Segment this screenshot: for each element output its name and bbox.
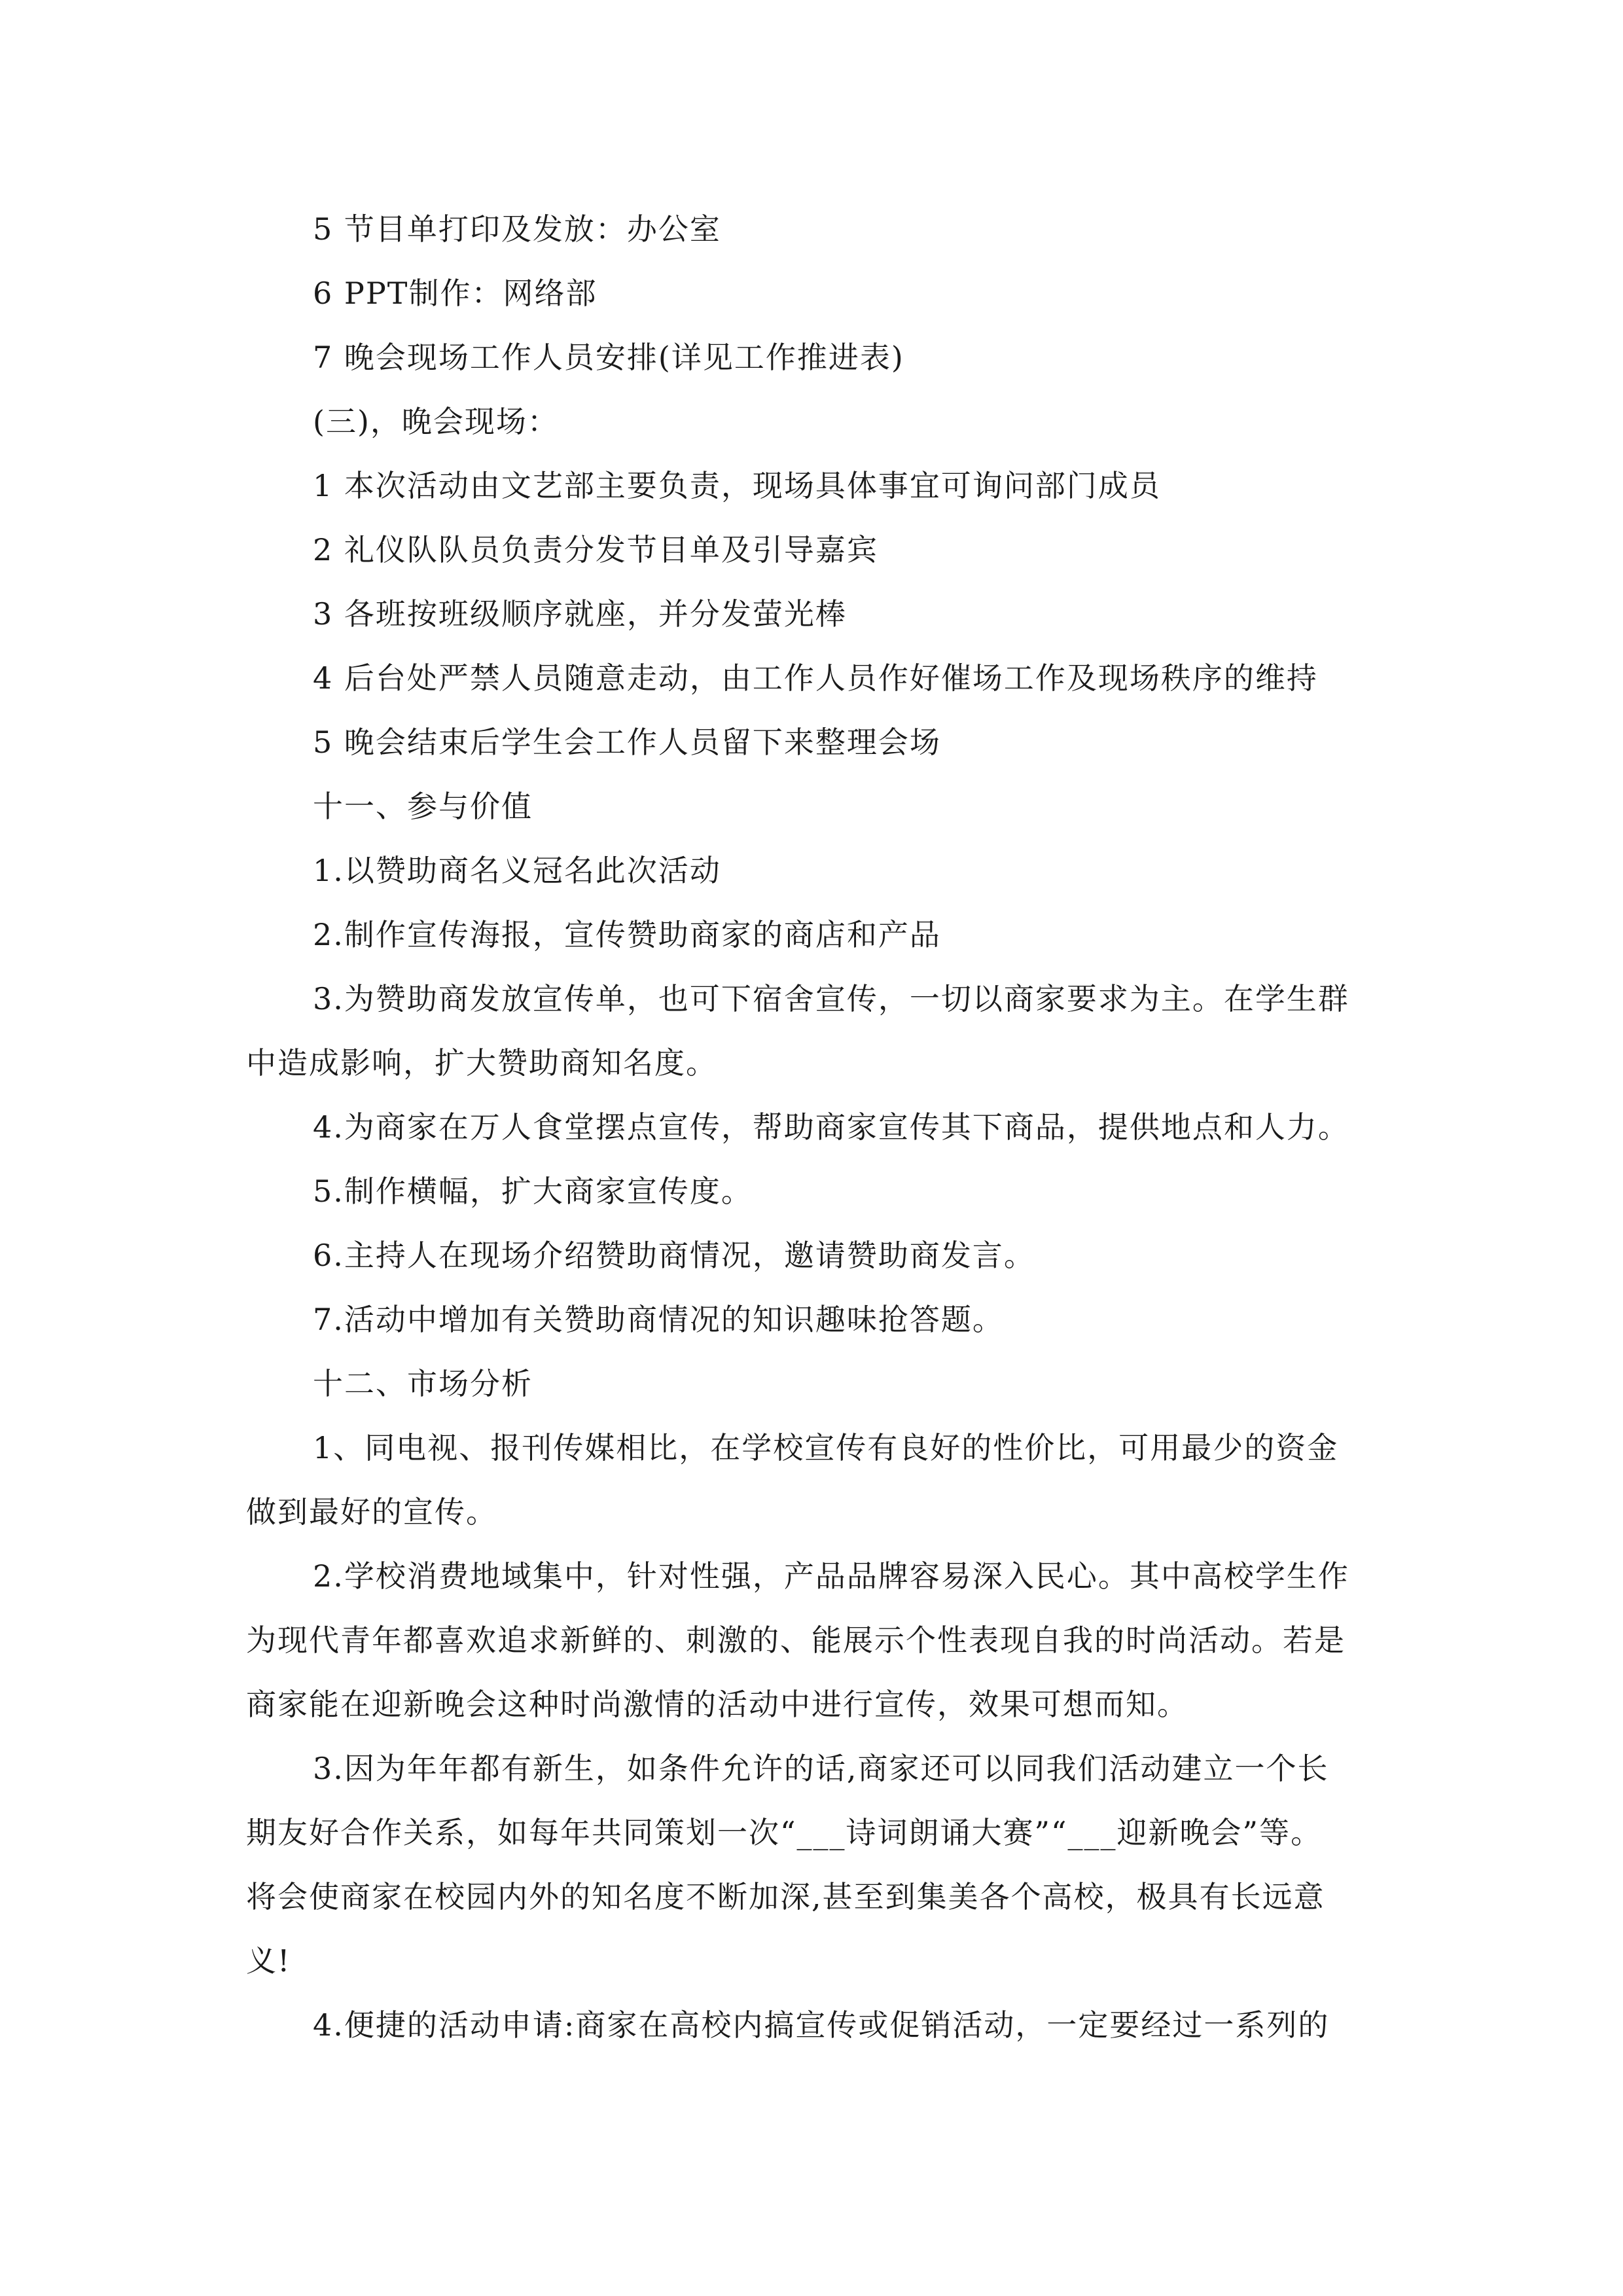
text-line: 5 节目单打印及发放：办公室	[313, 211, 721, 247]
text-line: 期友好合作关系，如每年共同策划一次“___诗词朗诵大赛”“___迎新晚会”等。	[246, 1815, 1323, 1850]
text-line: 6 PPT制作：网络部	[313, 276, 597, 311]
text-line: 3.为赞助商发放宣传单，也可下宿舍宣传，一切以商家要求为主。在学生群	[313, 981, 1349, 1016]
text-line: 4 后台处严禁人员随意走动，由工作人员作好催场工作及现场秩序的维持	[313, 660, 1318, 696]
text-line: 1 本次活动由文艺部主要负责，现场具体事宜可询问部门成员	[313, 468, 1161, 503]
text-line: 2.制作宣传海报，宣传赞助商家的商店和产品	[313, 917, 941, 952]
text-line: 为现代青年都喜欢追求新鲜的、刺激的、能展示个性表现自我的时尚活动。若是	[246, 1623, 1346, 1658]
text-line: 4.便捷的活动申请:商家在高校内搞宣传或促销活动，一定要经过一系列的	[313, 2007, 1330, 2043]
text-line: 做到最好的宣传。	[246, 1494, 497, 1530]
text-line: 7.活动中增加有关赞助商情况的知识趣味抢答题。	[313, 1302, 1004, 1337]
text-line: 7 晚会现场工作人员安排(详见工作推进表)	[313, 340, 904, 375]
text-line: 1、同电视、报刊传媒相比，在学校宣传有良好的性价比，可用最少的资金	[313, 1430, 1339, 1465]
text-line: 2.学校消费地域集中，针对性强，产品品牌容易深入民心。其中高校学生作	[313, 1558, 1349, 1594]
text-line: 将会使商家在校园内外的知名度不断加深,甚至到集美各个高校，极具有长远意	[246, 1879, 1325, 1914]
text-line: 商家能在迎新晚会这种时尚激情的活动中进行宣传，效果可想而知。	[246, 1687, 1188, 1722]
text-line: 义!	[246, 1943, 291, 1979]
section-heading: 十一、参与价值	[313, 789, 533, 824]
text-line: 4.为商家在万人食堂摆点宣传，帮助商家宣传其下商品，提供地点和人力。	[313, 1109, 1349, 1145]
text-line: 6.主持人在现场介绍赞助商情况，邀请赞助商发言。	[313, 1238, 1035, 1273]
text-line: 5 晚会结束后学生会工作人员留下来整理会场	[313, 725, 941, 760]
text-line: 3 各班按班级顺序就座，并分发萤光棒	[313, 596, 847, 632]
text-line: 5.制作横幅，扩大商家宣传度。	[313, 1174, 753, 1209]
text-line: 2 礼仪队队员负责分发节目单及引导嘉宾	[313, 532, 878, 567]
section-heading: 十二、市场分析	[313, 1366, 533, 1401]
text-line: 中造成影响，扩大赞助商知名度。	[246, 1045, 717, 1081]
section-heading: (三)，晚会现场：	[313, 404, 559, 439]
text-line: 1.以赞助商名义冠名此次活动	[313, 853, 721, 888]
text-line: 3.因为年年都有新生，如条件允许的话,商家还可以同我们活动建立一个长	[313, 1751, 1329, 1786]
